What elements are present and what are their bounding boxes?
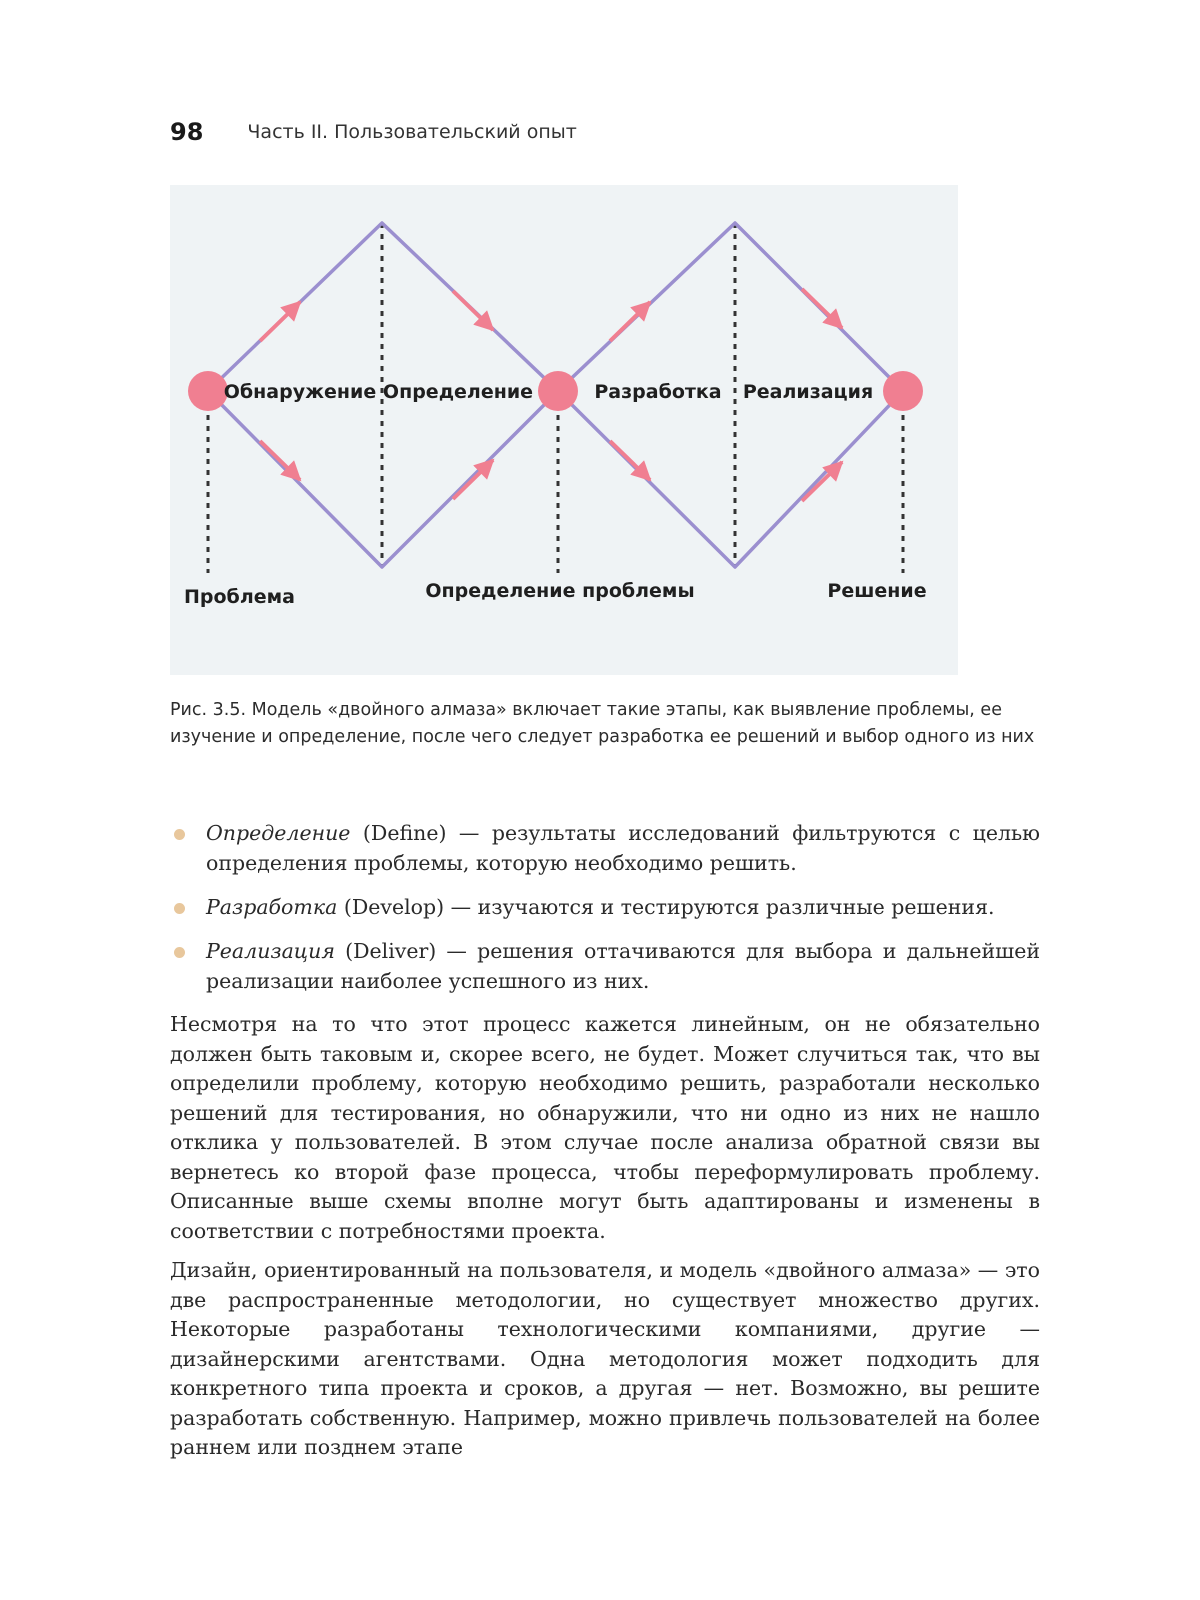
node-start xyxy=(188,371,228,411)
stage-definitions-list xyxy=(170,818,1040,1010)
stage-label-define: Определение xyxy=(382,381,534,403)
double-diamond-figure xyxy=(170,185,958,675)
bullet-dot xyxy=(174,947,185,958)
list-item xyxy=(170,936,1040,996)
arrow xyxy=(802,289,842,328)
node-middle xyxy=(538,371,578,411)
arrow xyxy=(453,291,493,330)
stage-label-discover: Обнаружение xyxy=(223,381,377,403)
page-number: 98 xyxy=(170,118,204,146)
list-item-text: (Develop) — изучаются и тестируются различные решения. xyxy=(337,895,995,919)
list-item-term: Определение xyxy=(206,821,351,845)
list-item-text: (Deliver) — решения оттачиваются для выбора и дальнейшей реализации наиболее успешного из них. xyxy=(206,939,1040,993)
arrow xyxy=(802,462,842,501)
page-header xyxy=(170,112,577,152)
arrow xyxy=(610,302,650,341)
list-item-term: Разработка xyxy=(206,895,338,919)
double-diamond-diagram xyxy=(170,185,958,675)
stage-label-develop: Разработка xyxy=(594,381,722,403)
body-paragraph: Дизайн, ориентированный на пользователя, и модель «двойного алмаза» — это две распространенные методологии, но существует множество других. Некоторые разработаны технологическими компаниями, другие — дизайнерскими агентствами. Одна методология может подходить для конкретного типа проекта и сроков, а другая — нет. Возможно, вы решите разработать собственную. Например, можно привлечь пользователей на более раннем или позднем этапе xyxy=(170,1258,1040,1459)
list-item-term: Реализация xyxy=(206,939,335,963)
arrow xyxy=(453,460,493,499)
figure-caption: Рис. 3.5. Модель «двойного алмаза» включает такие этапы, как выявление проблемы, ее изучение и определение, после чего следует разработка ее решений и выбор одного из них xyxy=(170,700,1035,747)
label-problem: Проблема xyxy=(184,586,295,608)
arrow xyxy=(610,441,650,480)
body-paragraph: Несмотря на то что этот процесс кажется линейным, он не обязательно должен быть таковым и, скорее всего, не будет. Может случиться так, что вы определили проблему, которую необходимо решить, разработали несколько решений для тестирования, но обнаружили, что ни одно из них не нашло отклика у пользователей. В этом случае после анализа обратной связи вы вернетесь ко второй фазе процесса, чтобы переформулировать проблему. Описанные выше схемы вполне могут быть адаптированы и изменены в соответствии с потребностями проекта. xyxy=(170,1012,1040,1243)
list-item xyxy=(170,892,1040,922)
node-end xyxy=(883,371,923,411)
bullet-dot xyxy=(174,903,185,914)
list-item-text: (Define) — результаты исследований фильтруются с целью определения проблемы, которую необходимо решить. xyxy=(206,821,1040,875)
label-problem-definition: Определение проблемы xyxy=(425,580,695,602)
stage-label-deliver: Реализация xyxy=(742,381,874,403)
bullet-dot xyxy=(174,829,185,840)
running-head: Часть II. Пользовательский опыт xyxy=(247,121,577,143)
arrow xyxy=(260,441,300,480)
list-item xyxy=(170,818,1040,878)
arrow xyxy=(260,302,300,341)
label-solution: Решение xyxy=(827,580,927,602)
